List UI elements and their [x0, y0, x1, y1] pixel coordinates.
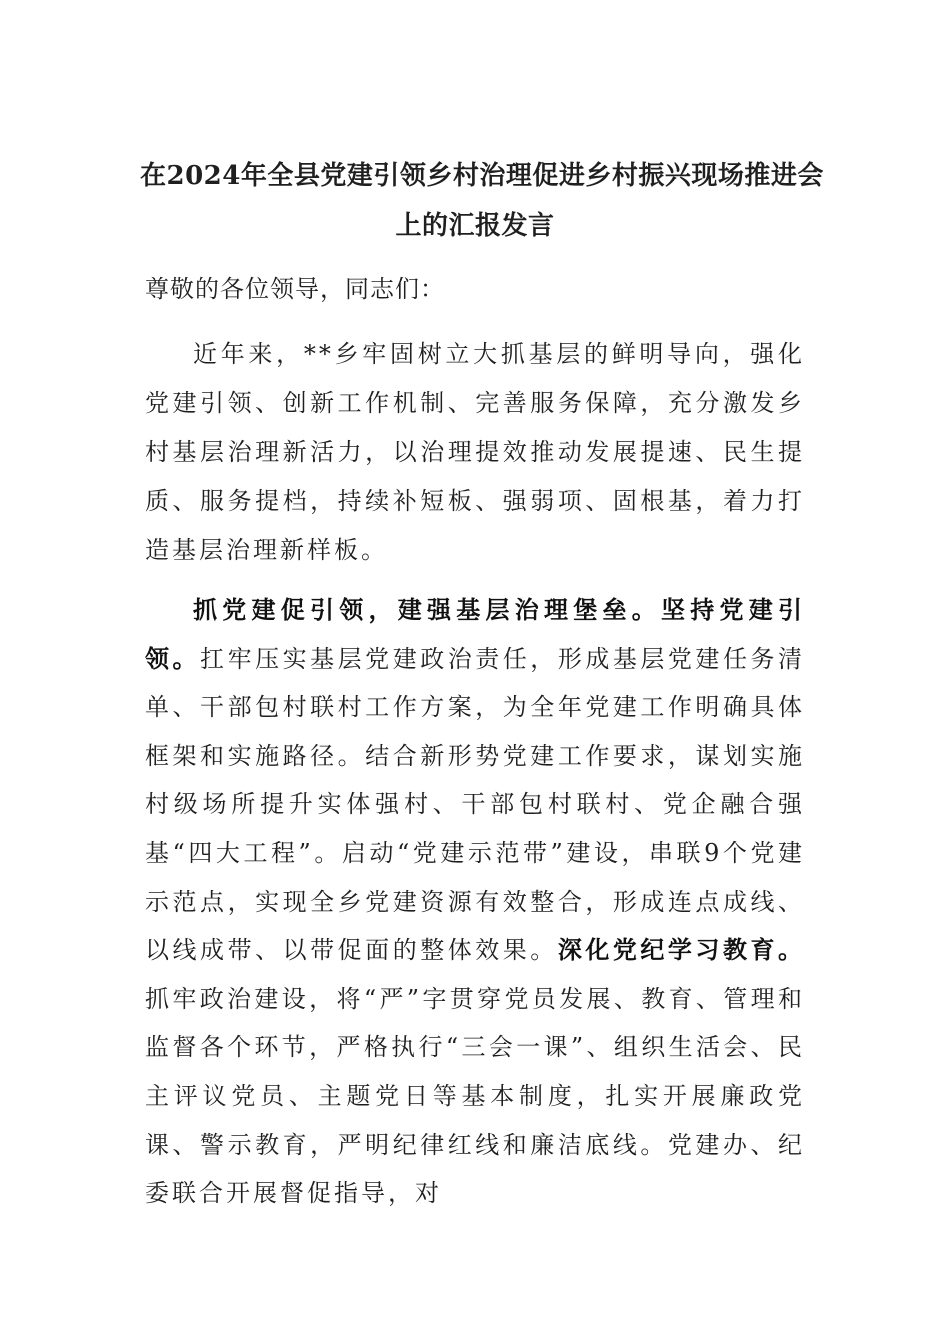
document-title-line-2: 上的汇报发言 — [395, 211, 555, 241]
salutation: 尊敬的各位领导，同志们： — [145, 275, 445, 303]
subsection-text-2: 抓牢政治建设，将“严”字贯穿党员发展、教育、管理和监督各个环节，严格执行“三会一课”、组织生活会、民主评议党员、主题党日等基本制度，扎实开展廉政党课、警示教育，严明纪律红线和廉洁底线。党建办、纪委联合开展督促指导，对 — [145, 984, 805, 1208]
paragraph-intro: 近年来，**乡牢固树立大抓基层的鲜明导向，强化党建引领、创新工作机制、完善服务保障，充分激发乡村基层治理新活力，以治理提效推动发展提速、民生提质、服务提档，持续补短板、强弱项、固根基，着力打造基层治理新样板。 — [145, 340, 805, 564]
subsection-heading-1: 坚持党建引领。 — [145, 595, 805, 673]
document-title-line-1: 在2024年全县党建引领乡村治理促进乡村振兴现场推进会 — [140, 161, 824, 191]
section-heading: 抓党建促引领，建强基层治理堡垒。 — [193, 595, 661, 624]
paragraph-party-building — [145, 586, 805, 1218]
subsection-heading-2: 深化党纪学习教育。 — [557, 935, 806, 965]
subsection-text-1: 扛牢压实基层党建政治责任，形成基层党建任务清单、干部包村联村工作方案，为全年党建工作明确具体框架和实施路径。结合新形势党建工作要求，谋划实施村级场所提升实体强村、干部包村联村、党企融合强基“四大工程”。启动“党建示范带”建设，串联9个党建示范点，实现全乡党建资源有效整合，形成连点成线、以线成带、以带促面的整体效果。 — [145, 644, 806, 965]
